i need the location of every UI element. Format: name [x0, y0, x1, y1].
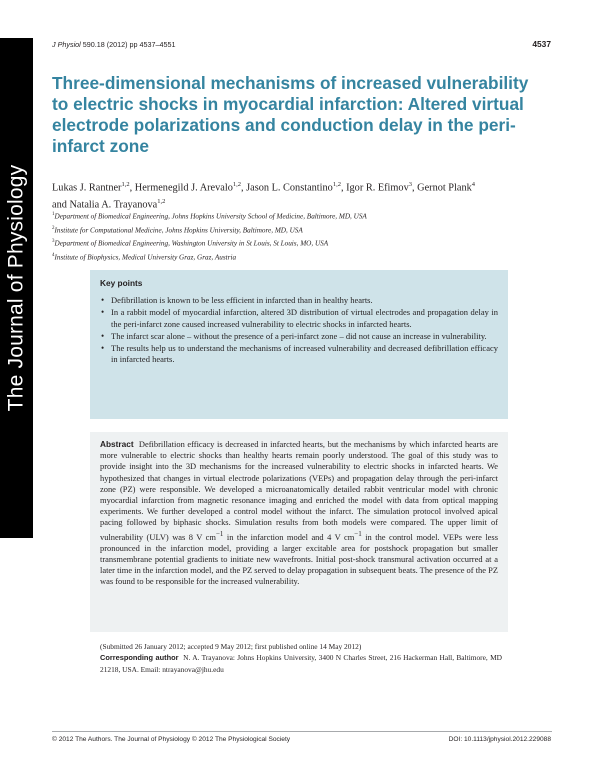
doi: DOI: 10.1113/jphysiol.2012.229088	[448, 736, 551, 743]
abstract-box	[90, 432, 508, 632]
affiliation	[52, 209, 552, 223]
key-points-box	[90, 270, 508, 419]
affiliation-number: 1	[52, 212, 55, 217]
author: Jason L. Constantino	[246, 182, 333, 194]
affiliation-list	[52, 209, 552, 263]
author-affiliation-mark: 1,2	[332, 181, 341, 188]
author-affiliation-mark: 1,2	[121, 181, 130, 188]
corresponding-text: N. A. Trayanova: Johns Hopkins University, 3400 N Charles Street, 216 Hackerman Hall, Baltimore, MD 21218, USA. Email: ntrayanova@jhu.edu	[100, 653, 502, 674]
author: Hermenegild J. Arevalo	[134, 182, 233, 194]
key-point-item: • The infarct scar alone – without the presence of a peri-infarct zone – did not cause an increase in vulnerability.	[100, 331, 498, 342]
key-points-list	[100, 295, 498, 365]
journal-sidebar	[0, 38, 33, 538]
affiliation-number: 3	[52, 239, 55, 245]
abstract-label: Abstract	[100, 439, 134, 449]
affiliation-text: Department of Biomedical Engineering, Johns Hopkins University School of Medicine, Baltimore, MD, USA	[54, 212, 367, 221]
abstract-text: in the infarction model and 4 V cm	[223, 531, 355, 542]
copyright-notice: © 2012 The Authors. The Journal of Physiology © 2012 The Physiological Society	[52, 736, 291, 743]
unit-exponent: −1	[215, 529, 224, 538]
footer-rule	[52, 731, 552, 732]
citation: 590.18 (2012) pp 4537–4551	[82, 40, 176, 49]
affiliation-text: Institute for Computational Medicine, Johns Hopkins University, Baltimore, MD, USA	[54, 225, 303, 234]
author: Gernot Plank	[417, 182, 472, 194]
page-number: 4537	[532, 39, 551, 49]
key-point-item: • Defibrillation is known to be less efficient in infarcted than in healthy hearts.	[100, 295, 498, 306]
key-point-item: • In a rabbit model of myocardial infarction, altered 3D distribution of virtual electrodes and propagation delay in the peri-infarct zone caused increased vulnerability to electric shocks in infarcted hearts.	[100, 307, 498, 329]
author-affiliation-mark: 4	[471, 181, 476, 188]
author: Natalia A. Trayanova	[69, 199, 158, 211]
affiliation-number: 4	[52, 252, 55, 258]
unit-exponent: −1	[354, 529, 362, 538]
affiliation-text: Institute of Biophysics, Medical University Graz, Graz, Austria	[54, 253, 237, 262]
affiliation	[52, 250, 552, 264]
author: Igor R. Efimov	[346, 182, 409, 194]
submission-dates: (Submitted 26 January 2012; accepted 9 May 2012; first published online 14 May 2012)	[100, 642, 362, 651]
affiliation-text: Department of Biomedical Engineering, Washington University in St Louis, St Louis, MO, USA	[54, 239, 329, 248]
affiliation	[52, 223, 552, 237]
journal-abbrev: J Physiol	[52, 40, 81, 49]
author-affiliation-mark: 1,2	[157, 198, 166, 206]
author: Lukas J. Rantner	[52, 182, 122, 194]
key-points-heading: Key points	[100, 278, 143, 288]
abstract-text: Defibrillation efficacy is decreased in infarcted hearts, but the mechanisms by which infarcted hearts are more vulnerable to electric shocks than healthy hearts remain poorly understood. The goal of this study was to provide insight into the 3D mechanisms for the increased vulnerability to electric shocks in infarcted hearts. We hypothesized that changes in virtual electrode polarizations (VEPs) and propagation delay through the peri-infarct zone (PZ) were responsible. We developed a microanatomically detailed rabbit ventricular model with chronic myocardial infarction from magnetic resonance imaging and enriched the model with data from optical mapping experiments. We further developed a control model without the infarct. The simulation protocol involved apical pacing followed by biphasic shocks. Simulation results from both models were compared. The upper limit of vulnerability (ULV) was 8 V cm	[100, 439, 499, 542]
paper-title: Three-dimensional mechanisms of increased vulnerability to electric shocks in myocardial infarction: Altered virtual electrode polarizations and conduction delay in the peri-infarct zone	[52, 73, 529, 156]
author-affiliation-mark: 3	[408, 181, 412, 188]
journal-sidebar-text: The Journal of Physiology	[4, 164, 28, 412]
author-list: Lukas J. Rantner$^{1,2}$, Hermenegild J. Arevalo$^{1,2}$, Jason L. Constantino$^{1,2}$, Igor R. Efimov$^3$, Gernot Plank$^4$ and Natalia A. Trayanova$^{1,2}$	[52, 181, 476, 211]
corresponding-label: Corresponding author	[100, 653, 179, 662]
affiliation-number: 2	[52, 225, 55, 231]
abstract-text: in the control model. VEPs were less pronounced in the infarction model, providing a larger excitable area for postshock propagation but smaller transmembrane potential gradients to initiate new wavefronts. Initial post-shock transmural activation occurred at a later time in the infarction model, and the PZ served to delay propagation in subsequent beats. The presence of the PZ was found to be responsible for the increased vulnerability.	[100, 531, 498, 587]
running-head	[52, 40, 176, 49]
affiliation	[52, 236, 552, 250]
corresponding-author	[100, 652, 502, 675]
author-affiliation-mark: 1,2	[232, 181, 241, 188]
key-point-item: • The results help us to understand the mechanisms of increased vulnerability and decreased defibrillation efficacy in infarcted hearts.	[100, 343, 498, 365]
